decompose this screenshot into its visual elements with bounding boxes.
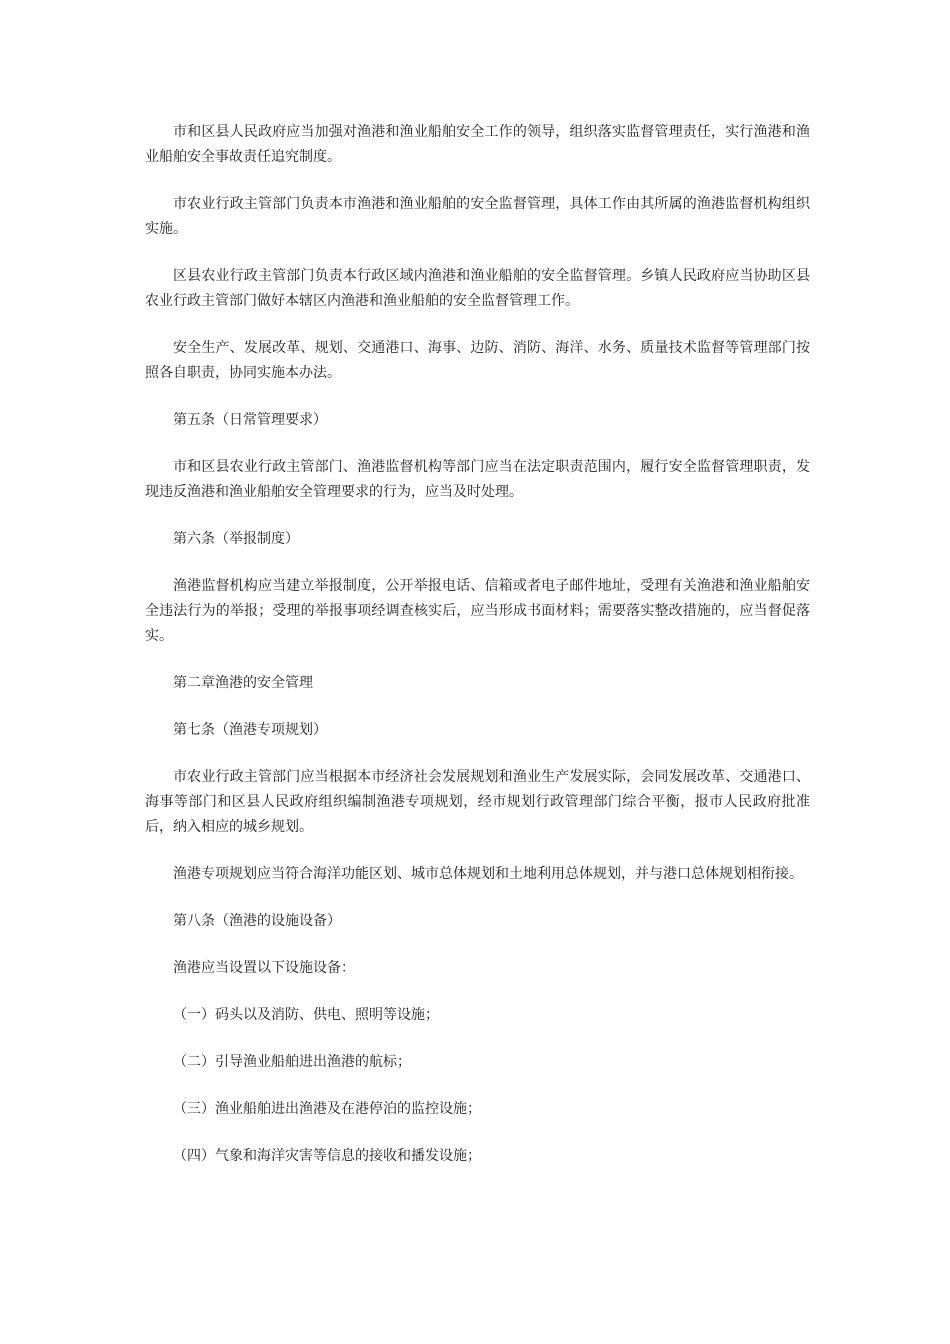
chapter-heading: 第二章渔港的安全管理 [173,675,313,691]
paragraph: 市和区县农业行政主管部门、渔港监督机构等部门应当在法定职责范围内，履行安全监督管理职责，发现违反渔港和渔业船舶安全管理要求的行为，应当及时处理。 [145,459,810,500]
paragraph: 安全生产、发展改革、规划、交通港口、海事、边防、消防、海洋、水务、质量技术监督等管理部门按照各自职责，协同实施本办法。 [145,340,810,381]
list-item: （二）引导渔业船舶进出渔港的航标； [173,1054,411,1070]
paragraph: 渔港监督机构应当建立举报制度，公开举报电话、信箱或者电子邮件地址，受理有关渔港和渔业船舶安全违法行为的举报；受理的举报事项经调查核实后，应当形成书面材料；需要落实整改措施的，应当督促落实。 [145,578,810,644]
article-heading: 第六条（举报制度） [173,531,299,547]
paragraph: 市和区县人民政府应当加强对渔港和渔业船舶安全工作的领导，组织落实监督管理责任，实行渔港和渔业船舶安全事故责任追究制度。 [145,124,810,165]
document-body [145,120,810,1191]
paragraph: 市农业行政主管部门应当根据本市经济社会发展规划和渔业生产发展实际，会同发展改革、交通港口、海事等部门和区县人民政府组织编制渔港专项规划，经市规划行政管理部门综合平衡，报市人民政府批准后，纳入相应的城乡规划。 [145,769,810,835]
paragraph: 渔港应当设置以下设施设备： [173,960,355,976]
list-item: （三）渔业船舶进出渔港及在港停泊的监控设施； [173,1101,481,1117]
article-heading: 第五条（日常管理要求） [173,412,327,428]
article-heading: 第七条（渔港专项规划） [173,722,327,738]
paragraph: 区县农业行政主管部门负责本行政区域内渔港和渔业船舶的安全监督管理。乡镇人民政府应当协助区县农业行政主管部门做好本辖区内渔港和渔业船舶的安全监督管理工作。 [145,268,810,309]
paragraph: 渔港专项规划应当符合海洋功能区划、城市总体规划和土地利用总体规划，并与港口总体规划相衔接。 [173,866,803,882]
list-item: （一）码头以及消防、供电、照明等设施； [173,1007,439,1023]
list-item: （四）气象和海洋灾害等信息的接收和播发设施； [173,1148,481,1164]
article-heading: 第八条（渔港的设施设备） [173,913,341,929]
paragraph: 市农业行政主管部门负责本市渔港和渔业船舶的安全监督管理，具体工作由其所属的渔港监督机构组织实施。 [145,196,810,237]
